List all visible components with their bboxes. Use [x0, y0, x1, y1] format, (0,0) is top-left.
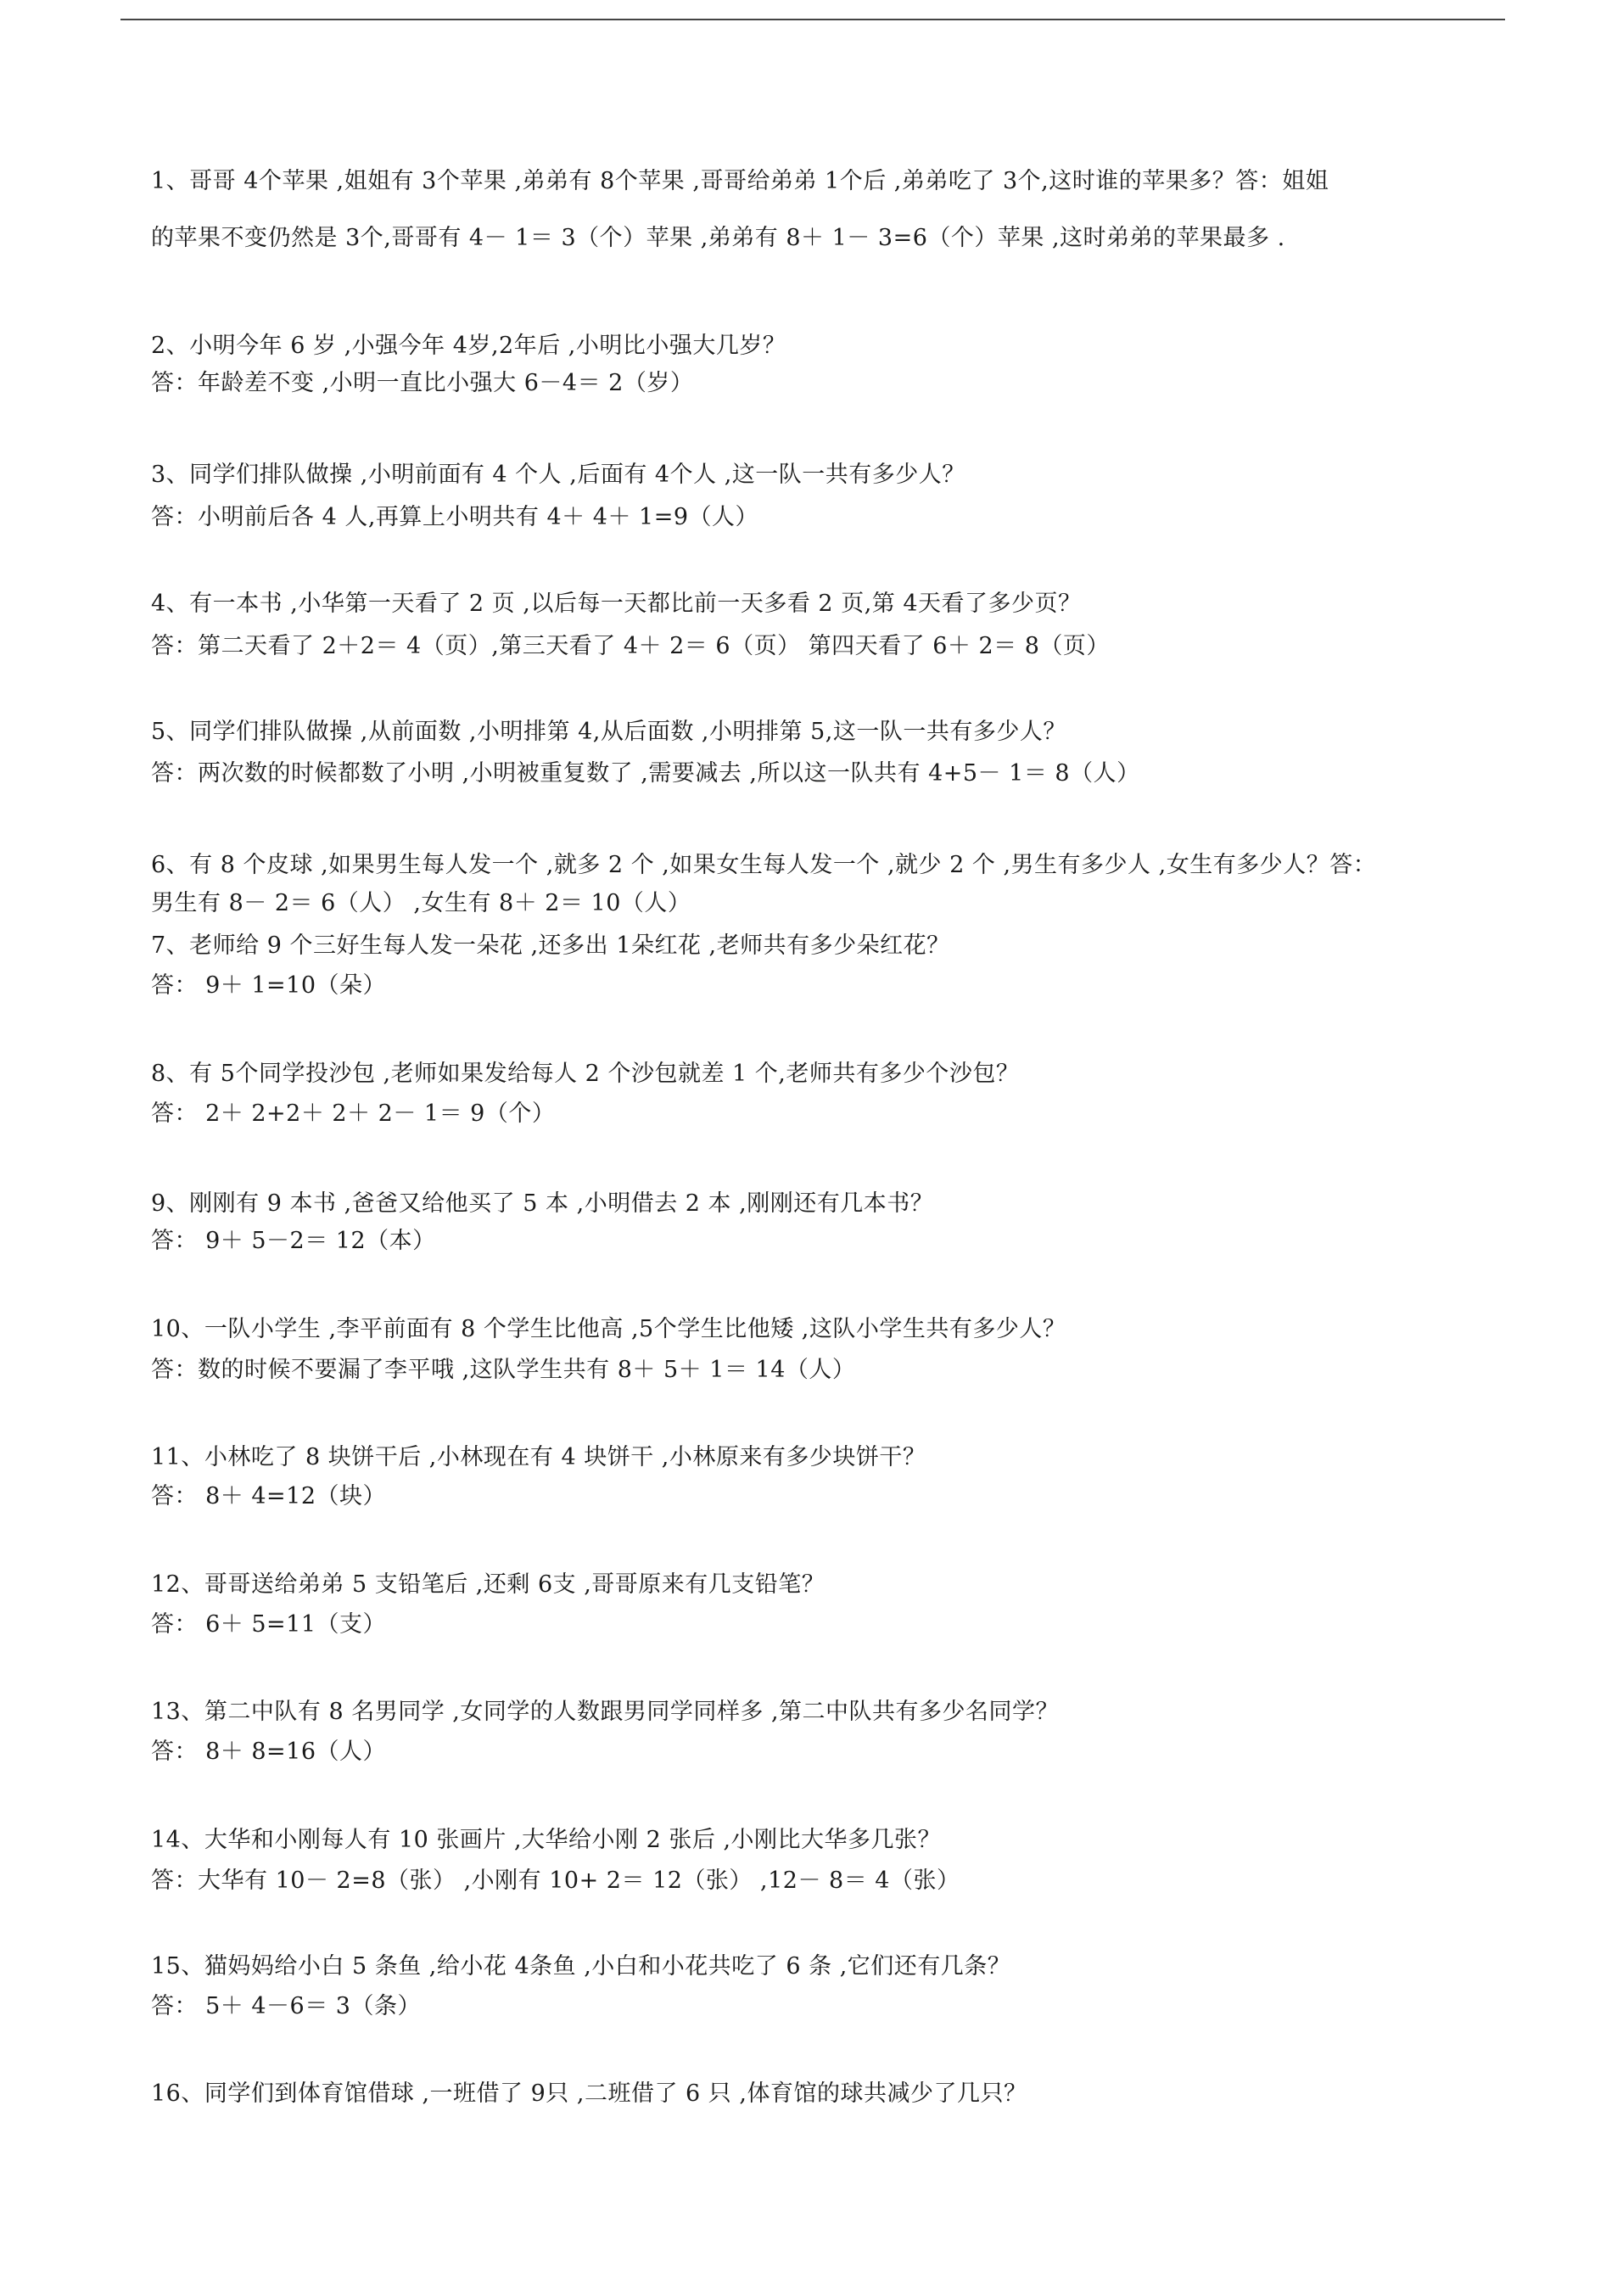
problem-12-answer: 答： 6＋ 5=11（支）	[151, 1611, 387, 1638]
problem-9-question: 9、刚刚有 9 本书 ,爸爸又给他买了 5 本 ,小明借去 2 本 ,刚刚还有几本书？	[151, 1190, 934, 1217]
problem-4-question: 4、有一本书 ,小华第一天看了 2 页 ,以后每一天都比前一天多看 2 页,第 4天看了多少页？	[151, 591, 1082, 617]
problem-14-question: 14、大华和小刚每人有 10 张画片 ,大华给小刚 2 张后 ,小刚比大华多几张？	[151, 1827, 942, 1853]
problem-3-question: 3、同学们排队做操 ,小明前面有 4 个人 ,后面有 4个人 ,这一队一共有多少人？	[151, 462, 965, 488]
problem-10-question: 10、一队小学生 ,李平前面有 8 个学生比他高 ,5个学生比他矮 ,这队小学生共有多少人？	[151, 1316, 1066, 1342]
problem-7-answer: 答： 9＋ 1=10（朵）	[151, 972, 387, 999]
problem-6-line-2: 男生有 8－ 2＝ 6（人） ,女生有 8＋ 2＝ 10（人）	[151, 890, 691, 916]
problem-9-answer: 答： 9＋ 5－2＝ 12（本）	[151, 1228, 436, 1254]
problem-8-answer: 答： 2＋ 2+2＋ 2＋ 2－ 1＝ 9（个）	[151, 1100, 556, 1127]
problem-1-line-1: 1、哥哥 4个苹果 ,姐姐有 3个苹果 ,弟弟有 8个苹果 ,哥哥给弟弟 1个后 ,弟弟吃了 3个,这时谁的苹果多？答：姐姐	[151, 168, 1329, 194]
problem-12-question: 12、哥哥送给弟弟 5 支铅笔后 ,还剩 6支 ,哥哥原来有几支铅笔？	[151, 1571, 825, 1598]
problem-4-answer: 答：第二天看了 2＋2＝ 4（页）,第三天看了 4＋ 2＝ 6（页） 第四天看了 6＋ 2＝ 8（页）	[151, 633, 1110, 659]
problem-2-answer: 答：年龄差不变 ,小明一直比小强大 6－4＝ 2（岁）	[151, 370, 694, 396]
problem-13-answer: 答： 8＋ 8=16（人）	[151, 1739, 387, 1765]
problem-7-question: 7、老师给 9 个三好生每人发一朵花 ,还多出 1朵红花 ,老师共有多少朵红花？	[151, 932, 950, 959]
problem-11-answer: 答： 8＋ 4=12（块）	[151, 1483, 387, 1509]
problem-5-answer: 答：两次数的时候都数了小明 ,小明被重复数了 ,需要减去 ,所以这一队共有 4+5－ 1＝ 8（人）	[151, 760, 1140, 787]
problem-14-answer: 答：大华有 10－ 2=8（张） ,小刚有 10+ 2＝ 12（张） ,12－ 8＝ 4（张）	[151, 1868, 960, 1894]
problem-5-question: 5、同学们排队做操 ,从前面数 ,小明排第 4,从后面数 ,小明排第 5,这一队一共有多少人？	[151, 719, 1066, 745]
problem-3-answer: 答：小明前后各 4 人,再算上小明共有 4＋ 4＋ 1=9（人）	[151, 504, 759, 530]
problem-6-line-1: 6、有 8 个皮球 ,如果男生每人发一个 ,就多 2 个 ,如果女生每人发一个 ,就少 2 个 ,男生有多少人 ,女生有多少人？答：	[151, 852, 1377, 878]
problem-2-question: 2、小明今年 6 岁 ,小强今年 4岁,2年后 ,小明比小强大几岁？	[151, 333, 786, 359]
problem-11-question: 11、小林吃了 8 块饼干后 ,小林现在有 4 块饼干 ,小林原来有多少块饼干？	[151, 1444, 926, 1470]
problem-15-question: 15、猫妈妈给小白 5 条鱼 ,给小花 4条鱼 ,小白和小花共吃了 6 条 ,它们还有几条？	[151, 1953, 1011, 1980]
problem-13-question: 13、第二中队有 8 名男同学 ,女同学的人数跟男同学同样多 ,第二中队共有多少名同学？	[151, 1699, 1060, 1725]
problem-16-question: 16、同学们到体育馆借球 ,一班借了 9只 ,二班借了 6 只 ,体育馆的球共减少了几只？	[151, 2080, 1027, 2107]
problem-15-answer: 答： 5＋ 4－6＝ 3（条）	[151, 1993, 421, 2019]
header-rule	[120, 19, 1505, 20]
problem-8-question: 8、有 5个同学投沙包 ,老师如果发给每人 2 个沙包就差 1 个,老师共有多少个沙包？	[151, 1061, 1020, 1087]
problem-1-line-2: 的苹果不变仍然是 3个,哥哥有 4－ 1＝ 3（个）苹果 ,弟弟有 8＋ 1－ 3=6（个）苹果 ,这时弟弟的苹果最多 .	[151, 225, 1285, 251]
problem-10-answer: 答：数的时候不要漏了李平哦 ,这队学生共有 8＋ 5＋ 1＝ 14（人）	[151, 1357, 856, 1383]
